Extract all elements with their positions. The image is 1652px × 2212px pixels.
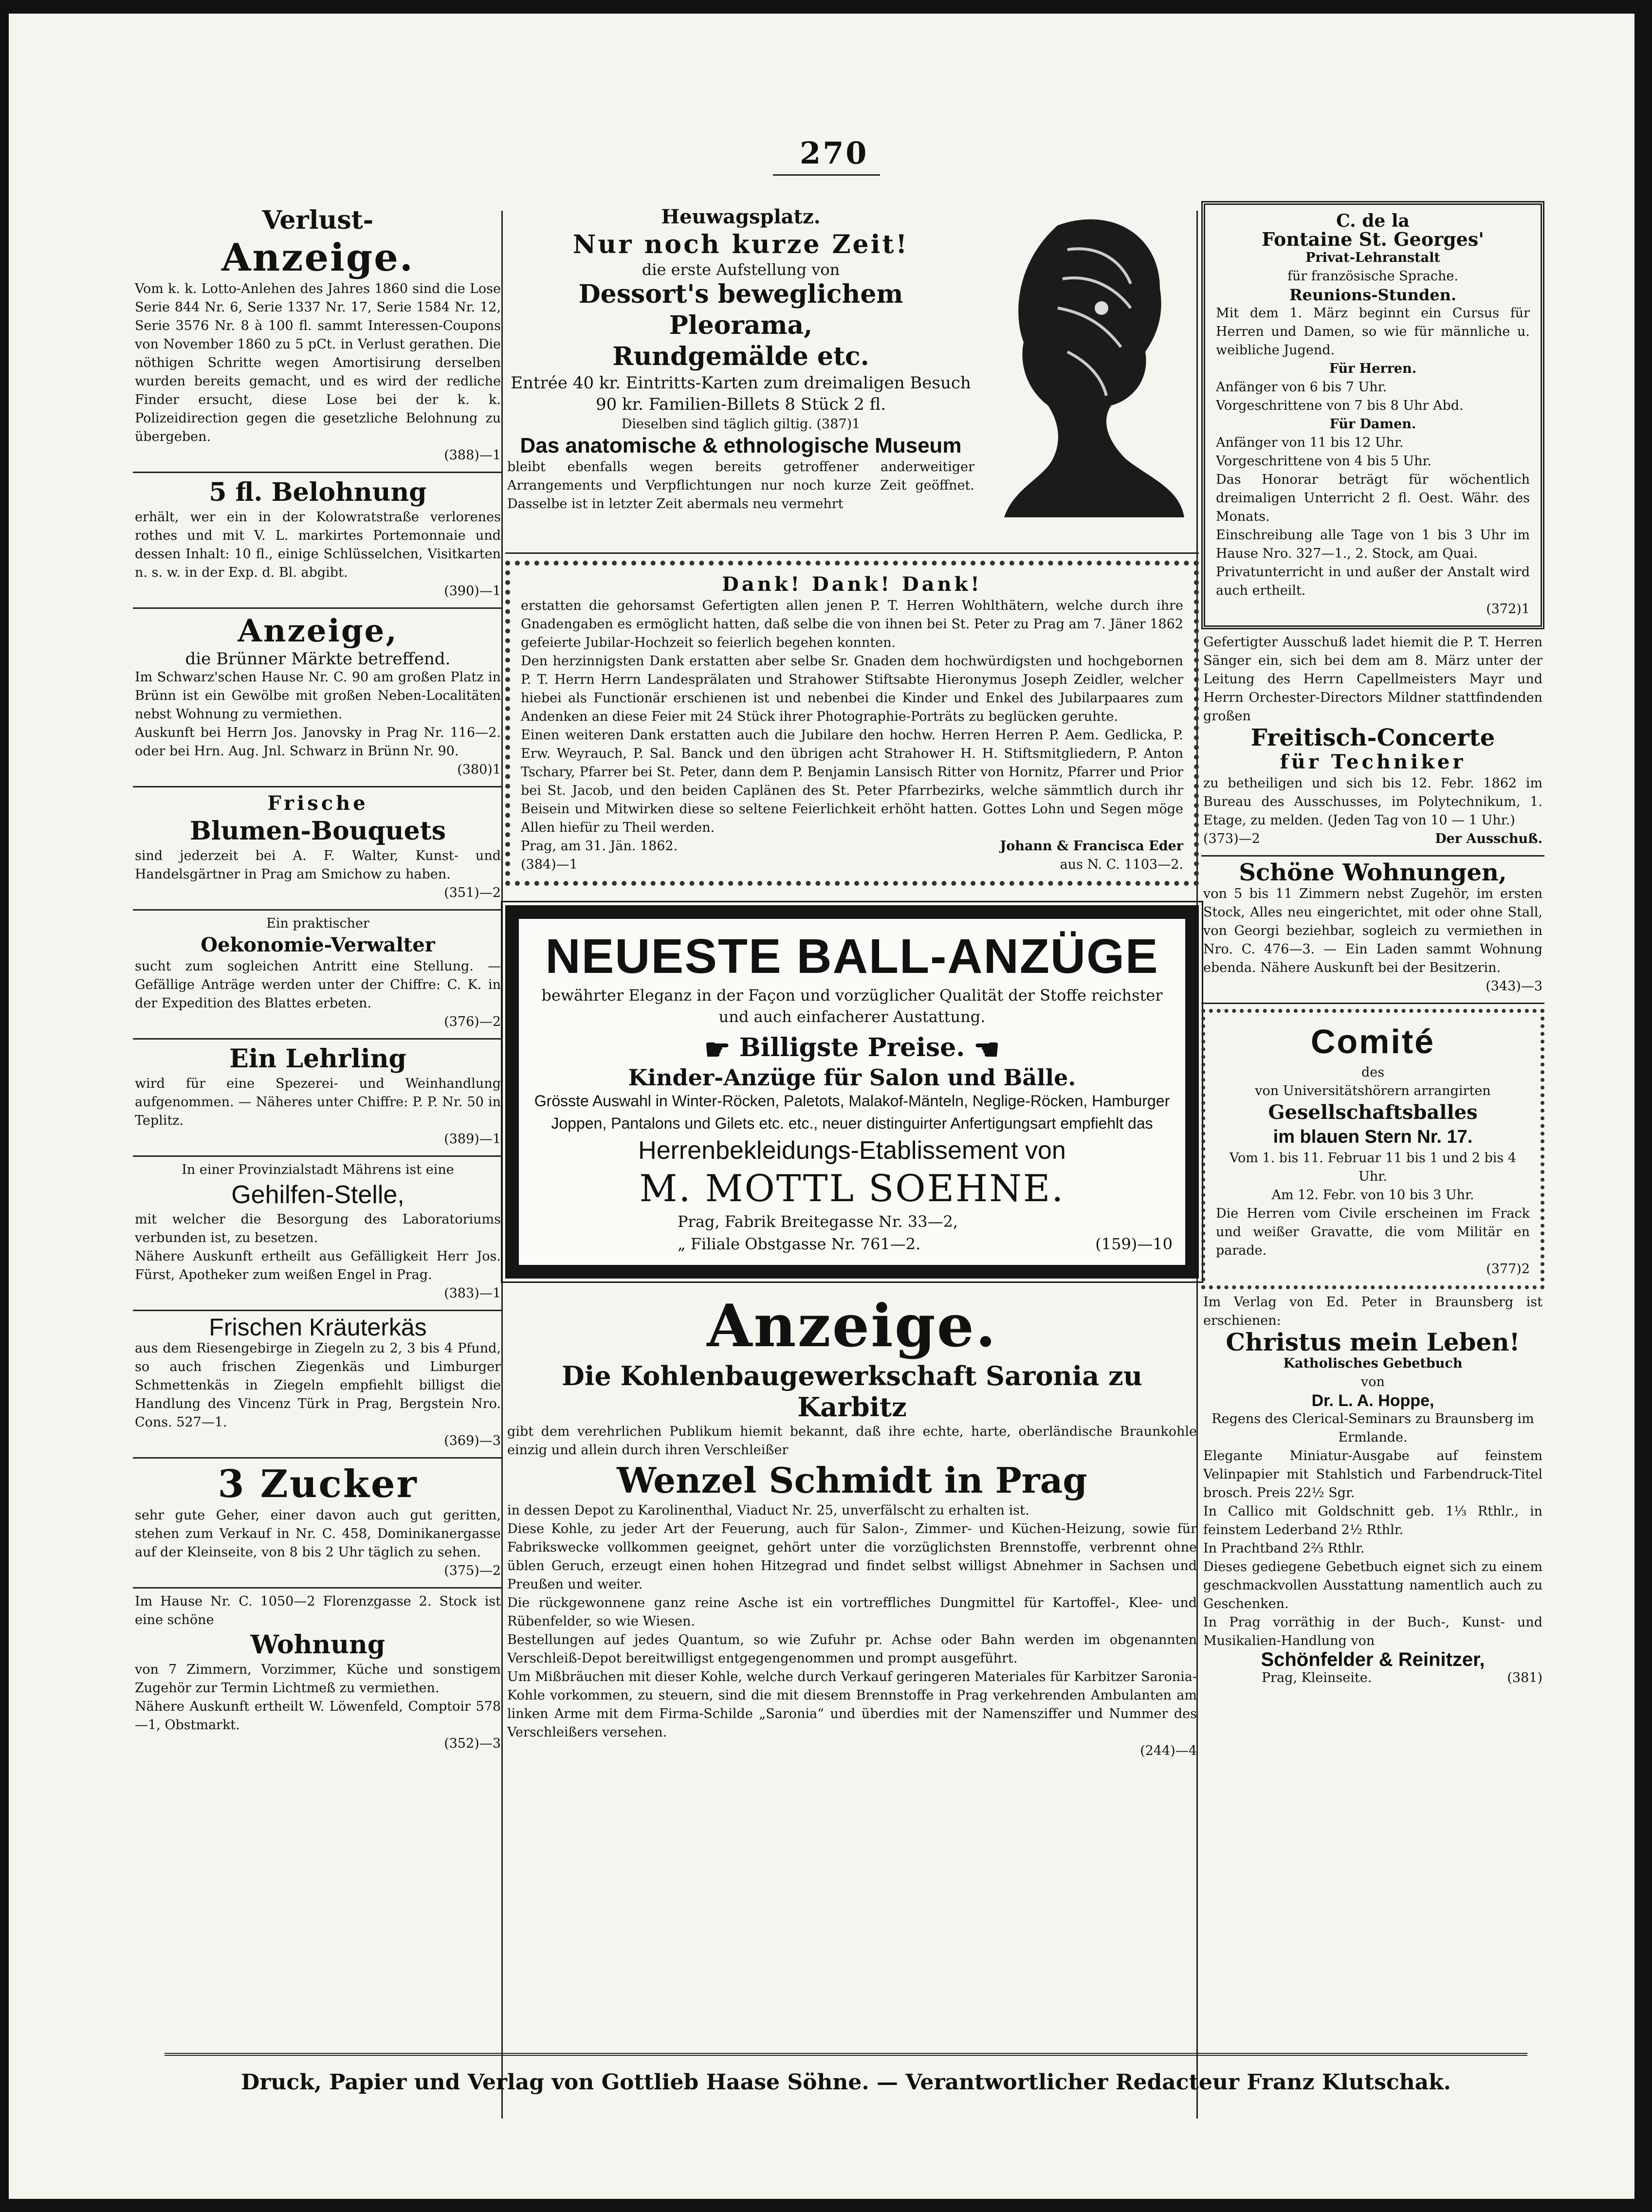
ball-address2: „ Filiale Obstgasse Nr. 761—2. <box>678 1234 921 1253</box>
ball-title: NEUESTE BALL-ANZÜGE <box>545 929 1159 984</box>
lehrling-body: wird für eine Spezerei- und Weinhandlung aufgenommen. — Näheres unter Chiffre: P. P. Nr. 50 in Teplitz. <box>135 1076 501 1128</box>
christus-title: Christus mein Leben! <box>1226 1328 1520 1356</box>
pleorama-line1: die erste Aufstellung von <box>642 260 840 279</box>
lehrling-ad <box>133 1040 503 1157</box>
saronia-p6: Um Mißbräuchen mit dieser Kohle, welche durch Verkauf geringeren Materiales für Karbitzer Saronia-Kohle vorkommen, zu steuern, sind die mit diesem Brennstoffe in Prag verkehrenden Ambulanten am linken Arme mit dem Firma-Schilde „Saronia“ und überdies mit der Namensziffer und Nummer des Verschleißers versehen. <box>507 1669 1197 1740</box>
christus-von: von <box>1361 1374 1385 1389</box>
fontaine-herren2: Vorgeschrittene von 7 bis 8 Uhr Abd. <box>1216 398 1464 413</box>
gehilfen-title: Gehilfen-Stelle, <box>231 1181 404 1209</box>
christus-p5: In Prag vorräthig in der Buch-, Kunst- und Musikalien-Handlung von <box>1203 1615 1542 1648</box>
kraeuter-body: aus dem Riesengebirge in Ziegeln zu 2, 3 bis 4 Pfund, so auch frischen Ziegenkäs und Limburger Schmettenkäs in Ziegeln empfiehlt billigst die Handlung des Vincenz Türk in Prag, Bergstein Nro. Cons. 527—1. <box>135 1341 501 1430</box>
gehilfen-number: (383)—1 <box>444 1286 501 1301</box>
verlust-ad <box>133 201 503 473</box>
fontaine-l2: Fontaine St. Georges' <box>1262 228 1484 250</box>
dank-p1: erstatten die gehorsamst Gefertigten allen jenen P. T. Herren Wohlthätern, welche durch ihre Gnadengaben es ermöglicht hatten, daß selbe die von ihnen bei St. Peter zu Prag am 7. Jäner 1862 gefeierte Jubilar-Hochzeit so feierlich begehen konnten. <box>521 598 1183 650</box>
ball-p1: bewährter Eleganz in der Façon und vorzüglicher Qualität der Stoffe reichster und auch einfacherer Austattung. <box>541 986 1163 1026</box>
fontaine-p2: Das Honorar beträgt für wöchentlich dreimaligen Unterricht 2 fl. Oest. Währ. des Monats. <box>1216 472 1530 524</box>
oekonomie-pre: Ein praktischer <box>266 916 369 931</box>
brunner-body: Im Schwarz'schen Hause Nr. C. 90 am großen Platz in Brünn ist ein Gewölbe mit großen Neben-Localitäten nebst Wohnung zu vermiethen. <box>135 670 501 722</box>
fontaine-ad <box>1201 201 1544 629</box>
fontaine-p3: Einschreibung alle Tage von 1 bis 3 Uhr im Hause Nro. 327—1., 2. Stock, am Quai. <box>1216 528 1530 561</box>
fontaine-damen1: Anfänger von 11 bis 12 Uhr. <box>1216 435 1404 450</box>
freitisch-p1: Gefertigter Ausschuß ladet hiemit die P. T. Herren Sänger ein, sich bei dem am 8. März unter der Leitung des Herrn Capellmeisters Mayr und Herrn Orchester-Directors Mildner stattfindenden großen <box>1203 635 1542 724</box>
saronia-p4: Die rückgewonnene ganz reine Asche ist ein vortreffliches Dungmittel für Kartoffel-, Klee- und Rübenfelder, so wie Wiesen. <box>507 1595 1197 1629</box>
wohnungen-body: von 5 bis 11 Zimmern nebst Zugehör, im ersten Stock, Alles neu eingerichtet, mit oder ohne Stall, von Georgi beziehbar, sogleich zu vermiethen in Nro. C. 476—3. — Ein Laden sammt Wohnung ebenda. Nähere Auskunft bei der Besitzerin. <box>1203 886 1542 975</box>
lehrling-number: (389)—1 <box>444 1132 501 1147</box>
imprint-footer: Druck, Papier und Verlag von Gottlieb Haase Söhne. — Verantwortlicher Redacteur Franz Klutschak. <box>241 2070 1451 2095</box>
oekonomie-ad <box>133 911 503 1040</box>
brunner-ad <box>133 609 503 787</box>
right-column <box>1201 201 1544 1694</box>
pleorama-line2: Dessort's beweglichem Pleorama, <box>578 279 903 340</box>
zucker-title: 3 Zucker <box>218 1462 418 1506</box>
fontaine-l3: Privat-Lehranstalt <box>1305 250 1440 265</box>
pleorama-ad <box>505 201 1199 554</box>
wohnung-number: (352)—3 <box>444 1736 501 1751</box>
gehilfen-ad <box>133 1157 503 1311</box>
fontaine-damen2: Vorgeschrittene von 4 bis 5 Uhr. <box>1216 454 1432 469</box>
fontaine-l4: für französische Sprache. <box>1287 269 1458 284</box>
pointing-hand-left-icon: ☚ <box>973 1032 1000 1067</box>
fontaine-p1: Mit dem 1. März beginnt ein Cursus für Herren und Damen, so wie für männliche u. weibliche Jugend. <box>1216 306 1530 358</box>
dank-address: aus N. C. 1103—2. <box>1060 857 1183 872</box>
freitisch-sign: Der Ausschuß. <box>1435 831 1542 846</box>
comite-ad <box>1201 1009 1544 1289</box>
verlust-body: Vom k. k. Lotto-Anlehen des Jahres 1860 sind die Lose Serie 844 Nr. 6, Serie 1337 Nr. 17, Serie 1584 Nr. 12, Serie 3576 Nr. 8 à 100 fl. sammt Interessen-Coupons von November 1860 zu 5 pCt. in Verlust gerathen. Die nöthigen Schritte wegen Amortisirung derselben wurden bereits gemacht, und es wird der redliche Finder ersucht, diese Lose bei der k. k. Polizeidirection gegen die gesetzliche Belohnung zu übergeben. <box>135 281 501 444</box>
saronia-title: Anzeige. <box>707 1291 997 1360</box>
christus-pre: Im Verlag von Ed. Peter in Braunsberg ist erschienen: <box>1203 1295 1542 1328</box>
kraeuter-ad <box>133 1311 503 1459</box>
christus-author-desc: Regens des Clerical-Seminars zu Braunsberg im Ermlande. <box>1211 1411 1534 1445</box>
wohnung-body2: Nähere Auskunft ertheilt W. Löwenfeld, Comptoir 578—1, Obstmarkt. <box>135 1699 501 1733</box>
fontaine-l1: C. de la <box>1336 211 1410 231</box>
ball-ad <box>505 905 1199 1279</box>
dank-p3: Einen weiteren Dank erstatten auch die Jubilare den hochw. Herren Herren P. Aem. Gedlicka, P. Erw. Weyrauch, P. Sal. Banck und den übrigen acht Strahower H. H. Stiftsmitgliedern, P. Anton Tschary, Pfarrer bei St. Peter, dann dem P. Benjamin Lansisch Ritter von Hornitz, Pfarrer und Prior bei St. Jacob, und den beiden Caplänen des St. Peter Pfarrbezirks, welche sämmtlich durch ihr Beisein und Mitwirken diese so seltene Feierlichkeit erhöht hatten. Gottes Lohn und Segen möge Allen hiefür zu Theil werden. <box>521 728 1183 835</box>
zucker-number: (375)—2 <box>444 1563 501 1578</box>
blumen-title1: Frische <box>267 792 368 815</box>
christus-p4: Dieses gediegene Gebetbuch eignet sich zu einem geschmackvollen Ausstattung namentlich auch zu Geschenken. <box>1203 1559 1542 1611</box>
verlust-title2: Anzeige. <box>221 236 415 280</box>
fontaine-herren-heading: Für Herren. <box>1329 361 1417 376</box>
dank-ad <box>505 561 1199 886</box>
pleorama-line5 <box>507 415 974 434</box>
kraeuter-title: Frischen Kräuterkäs <box>209 1314 427 1341</box>
pleorama-place: Heuwagsplatz. <box>661 205 821 228</box>
dank-number-row <box>521 856 1183 874</box>
museum-title: Das anatomische & ethnologische Museum <box>520 434 962 457</box>
brunner-number: (380)1 <box>457 762 501 777</box>
oekonomie-number: (376)—2 <box>444 1014 501 1029</box>
brunner-subtitle: die Brünner Märkte betreffend. <box>185 649 451 669</box>
dank-sign-name: Johann & Francisca Eder <box>1000 839 1183 854</box>
wohnung-pre: Im Hause Nr. C. 1050—2 Florenzgasse 2. Stock ist eine schöne <box>135 1594 501 1627</box>
pleorama-number: (387)1 <box>816 417 861 432</box>
fontaine-l5: Reunions-Stunden. <box>1289 286 1457 304</box>
pleorama-line3: Rundgemälde etc. <box>612 342 869 371</box>
comite-p2: Am 12. Febr. von 10 bis 3 Uhr. <box>1271 1188 1474 1203</box>
wohnung-title: Wohnung <box>250 1630 385 1660</box>
pleorama-title: Nur noch kurze Zeit! <box>572 230 909 259</box>
pleorama-line4: Entrée 40 kr. Eintritts-Karten zum dreimaligen Besuch 90 kr. Familien-Billets 8 Stück 2 fl. <box>511 373 971 414</box>
pointing-hand-right-icon: ☛ <box>704 1032 731 1067</box>
ball-firm: M. MOTTL SOEHNE. <box>639 1166 1065 1210</box>
fontaine-p4: Privatunterricht in und außer der Anstalt wird auch ertheilt. <box>1216 565 1530 598</box>
comite-l4: im blauen Stern Nr. 17. <box>1273 1127 1473 1147</box>
comite-l3: Gesellschaftsballes <box>1268 1101 1478 1124</box>
dank-sign-place: Prag, am 31. Jän. 1862. <box>521 839 678 854</box>
saronia-name: Wenzel Schmidt in Prag <box>617 1459 1087 1501</box>
zucker-ad <box>133 1459 503 1589</box>
brunner-body2: Auskunft bei Herrn Jos. Janovsky in Prag Nr. 116—2. oder bei Hrn. Aug. Jnl. Schwarz in Brünn Nr. 90. <box>135 725 501 759</box>
ball-number: (159)—10 <box>1095 1234 1173 1253</box>
saronia-p3: Diese Kohle, zu jeder Art der Feuerung, auch für Salon-, Zimmer- und Küchen-Heizung, sowie für Fabrikswecke vollkommen geeignet, gehört unter die vorzüglichsten Brennstoffe, verbrennt ohne üblen Geruch, erzeugt einen hohen Hitzegrad und findet selbst willigst Abnehmer in Sachsen und Preußen und weiter. <box>507 1521 1197 1592</box>
oekonomie-title: Oekonomie-Verwalter <box>201 933 435 956</box>
ball-kinder: Kinder-Anzüge für Salon und Bälle. <box>628 1064 1076 1091</box>
christus-p3: In Prachtband 2⅔ Rthlr. <box>1203 1541 1365 1556</box>
fontaine-damen-heading: Für Damen. <box>1329 417 1416 432</box>
blumen-body: sind jederzeit bei A. F. Walter, Kunst- und Handelsgärtner in Prag am Smichow zu haben. <box>135 848 501 882</box>
page-number-rule <box>773 174 880 176</box>
dank-title: Dank! Dank! Dank! <box>722 573 982 596</box>
middle-column <box>505 201 1199 1767</box>
comite-p1: Vom 1. bis 11. Februar 11 bis 1 und 2 bis 4 Uhr. <box>1229 1151 1517 1184</box>
wohnung-body: von 7 Zimmern, Vorzimmer, Küche und sonstigem Zugehör zur Termin Lichtmeß zu vermiethen. <box>135 1662 501 1696</box>
comite-l2: von Universitätshörern arrangirten <box>1255 1083 1491 1098</box>
newspaper-page <box>9 14 1634 2199</box>
dank-number: (384)—1 <box>521 857 578 872</box>
comite-p3: Die Herren vom Civile erscheinen im Frack und weißer Gravatte, die vom Militär en parade. <box>1216 1206 1530 1258</box>
blumen-title2: Blumen-Bouquets <box>190 816 446 846</box>
freitisch-number: (373)—2 <box>1203 831 1260 846</box>
fontaine-number: (372)1 <box>1486 602 1530 617</box>
comite-l1: des <box>1361 1065 1385 1080</box>
blumen-ad <box>133 787 503 911</box>
ball-address2-row <box>532 1233 1173 1255</box>
ball-address1: Prag, Fabrik Breitegasse Nr. 33—2, <box>678 1212 958 1231</box>
blumen-number: (351)—2 <box>444 885 501 900</box>
christus-sub: Katholisches Gebetbuch <box>1283 1356 1463 1371</box>
wohnungen-ad <box>1201 857 1544 1004</box>
zucker-body: sehr gute Geher, einer davon auch gut geritten, stehen zum Verkauf in Nr. C. 458, Dominikanergasse auf der Kleinseite, von 8 bis 2 Uhr täglich zu sehen. <box>135 1508 501 1560</box>
freitisch-sign-row <box>1203 830 1542 848</box>
christus-p1: Elegante Miniatur-Ausgabe auf feinstem Velinpapier mit Stahlstich und Farbendruck-Titel brosch. Preis 22½ Sgr. <box>1203 1448 1542 1500</box>
belohnung-title: 5 fl. Belohnung <box>209 477 427 507</box>
freitisch-p2: zu betheiligen und sich bis 12. Febr. 1862 im Bureau des Ausschusses, im Polytechnikum, 1. Etage, zu melden. (Jeden Tag von 10 — 1 Uhr.) <box>1203 776 1542 828</box>
saronia-ad <box>505 1288 1199 1767</box>
christus-ad <box>1201 1289 1544 1694</box>
saronia-subtitle: Die Kohlenbaugewerkschaft Saronia zu Karbitz <box>562 1360 1142 1423</box>
gehilfen-pre: In einer Provinzialstadt Mährens ist eine <box>182 1162 454 1177</box>
lehrling-title: Ein Lehrling <box>229 1044 406 1074</box>
wohnung-ad <box>133 1589 503 1760</box>
freitisch-ad <box>1201 629 1544 857</box>
verlust-title1: Verlust- <box>262 205 374 235</box>
museum-body: bleibt ebenfalls wegen bereits getroffener anderweitiger Arrangements und Verpflichtungen nur noch kurze Zeit geöffnet. Dasselbe ist in letzter Zeit abermals neu vermehrt <box>507 459 974 512</box>
belohnung-ad <box>133 473 503 609</box>
oekonomie-body: sucht zum sogleichen Antritt eine Stellung. — Gefällige Anträge werden unter der Chiffre: C. K. in der Expedition des Blattes erbeten. <box>135 959 501 1011</box>
ball-p2: Grösste Auswahl in Winter-Röcken, Paletots, Malakof-Mänteln, Neglige-Röcken, Hamburger Joppen, Pantalons und Gilets etc. etc., neuer distinguirter Anfertigungsart empfiehlt das <box>534 1092 1170 1132</box>
saronia-number: (244)—4 <box>1140 1743 1197 1758</box>
wohnungen-title: Schöne Wohnungen, <box>1239 859 1507 886</box>
christus-p2: In Callico mit Goldschnitt geb. 1⅓ Rthlr., in feinstem Lederband 2½ Rthlr. <box>1203 1504 1542 1537</box>
gehilfen-body: mit welcher die Besorgung des Laboratoriums verbunden ist, zu besetzen. <box>135 1212 501 1245</box>
belohnung-body: erhält, wer ein in der Kolowratstraße verlorenes rothes und mit V. L. markirtes Portemonnaie und dessen Inhalt: 10 fl., einige Schlüsselchen, Visitkarten n. s. w. in der Exp. d. Bl. abgibt. <box>135 510 501 580</box>
portrait-engraving-illustration <box>985 206 1189 517</box>
ball-preise-row <box>532 1032 1173 1065</box>
comite-number: (377)2 <box>1486 1261 1530 1277</box>
freitisch-title: Freitisch-Concerte <box>1250 724 1495 751</box>
left-column <box>133 201 503 1760</box>
christus-addr-row <box>1203 1669 1542 1687</box>
footer-rule <box>165 2053 1527 2056</box>
christus-addr: Prag, Kleinseite. <box>1262 1670 1372 1685</box>
brunner-title: Anzeige, <box>238 613 398 649</box>
ball-etablissement: Herrenbekleidungs-Etablissement von <box>638 1136 1066 1165</box>
dank-signature-row <box>521 837 1183 856</box>
page-number: 270 <box>800 135 869 171</box>
christus-number: (381) <box>1507 1670 1542 1685</box>
saronia-p1: gibt dem verehrlichen Publikum hiemit bekannt, daß ihre echte, harte, oberländische Braunkohle einzig und allein durch ihren Verschleißer <box>507 1424 1197 1458</box>
saronia-p5: Bestellungen auf jedes Quantum, so wie Zufuhr pr. Achse oder Bahn werden im obgenannten Verschleiß-Depot bereitwilligst entgegengenommen und prompt ausgeführt. <box>507 1632 1197 1666</box>
pleorama-line5-text: Dieselben sind täglich giltig. <box>621 417 812 432</box>
fontaine-herren1: Anfänger von 6 bis 7 Uhr. <box>1216 380 1387 395</box>
kraeuter-number: (369)—3 <box>444 1433 501 1448</box>
christus-author: Dr. L. A. Hoppe, <box>1311 1391 1434 1410</box>
freitisch-title2: für Techniker <box>1280 750 1466 773</box>
gehilfen-body2: Nähere Auskunft ertheilt aus Gefälligkeit Herr Jos. Fürst, Apotheker zum weißen Engel in Prag. <box>135 1249 501 1282</box>
comite-title: Comité <box>1310 1023 1435 1060</box>
christus-firm: Schönfelder & Reinitzer, <box>1261 1649 1485 1670</box>
wohnungen-number: (343)—3 <box>1486 979 1542 994</box>
verlust-number: (388)—1 <box>444 448 501 463</box>
belohnung-number: (390)—1 <box>444 584 501 599</box>
dank-p2: Den herzinnigsten Dank erstatten aber selbe Sr. Gnaden dem hochwürdigsten und hochgebornen P. T. Herrn Herrn Landesprälaten und Strahower Stiftsabte Hieronymus Joseph Zeidler, welcher hiebei als Functionär erschienen ist und nebenbei die Kinder und Enkel des Jubilarpaares zum Andenken an diese Feier mit 24 Stück ihrer Photographie-Porträts zu beglücken geruhte. <box>521 654 1183 724</box>
saronia-p2: in dessen Depot zu Karolinenthal, Viaduct Nr. 25, unverfälscht zu erhalten ist. <box>507 1502 1029 1518</box>
ball-preise: Billigste Preise. <box>739 1033 965 1062</box>
